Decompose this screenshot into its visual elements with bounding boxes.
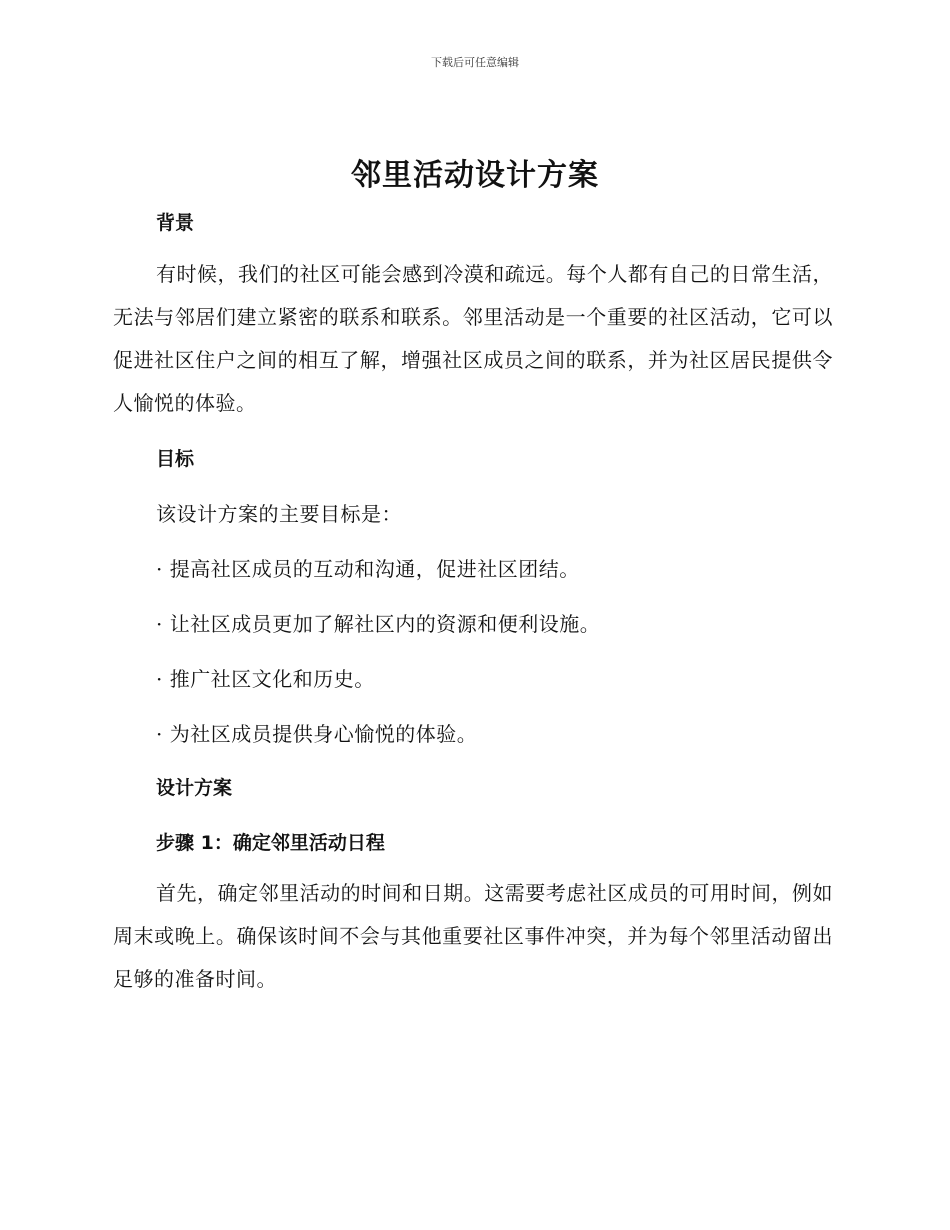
goal-item-3: · 推广社区文化和历史。 bbox=[156, 667, 375, 691]
goal-item-4: · 为社区成员提供身心愉悦的体验。 bbox=[156, 722, 478, 746]
document-title: 邻里活动设计方案 bbox=[351, 158, 599, 193]
goal-item-1: · 提高社区成员的互动和沟通，促进社区团结。 bbox=[156, 557, 580, 581]
step1-heading: 步骤 1：确定邻里活动日程 bbox=[156, 832, 385, 854]
goals-intro: 该设计方案的主要目标是： bbox=[156, 502, 402, 526]
background-paragraph: 有时候，我们的社区可能会感到冷漠和疏远。每个人都有自己的日常生活，无法与邻居们建立紧密的联系和联系。邻里活动是一个重要的社区活动，它可以促进社区住户之间的相互了解，增强社区成员之间的联系，并为社区居民提供令人愉悦的体验。 bbox=[113, 262, 833, 415]
step1-paragraph: 首先，确定邻里活动的时间和日期。这需要考虑社区成员的可用时间，例如周末或晚上。确保该时间不会与其他重要社区事件冲突，并为每个邻里活动留出足够的准备时间。 bbox=[113, 881, 833, 991]
section-heading-goals: 目标 bbox=[156, 448, 195, 470]
section-heading-design: 设计方案 bbox=[156, 777, 233, 799]
section-heading-background: 背景 bbox=[156, 212, 195, 234]
header-note: 下载后可任意编辑 bbox=[431, 56, 519, 69]
goal-item-2: · 让社区成员更加了解社区内的资源和便利设施。 bbox=[156, 612, 601, 636]
